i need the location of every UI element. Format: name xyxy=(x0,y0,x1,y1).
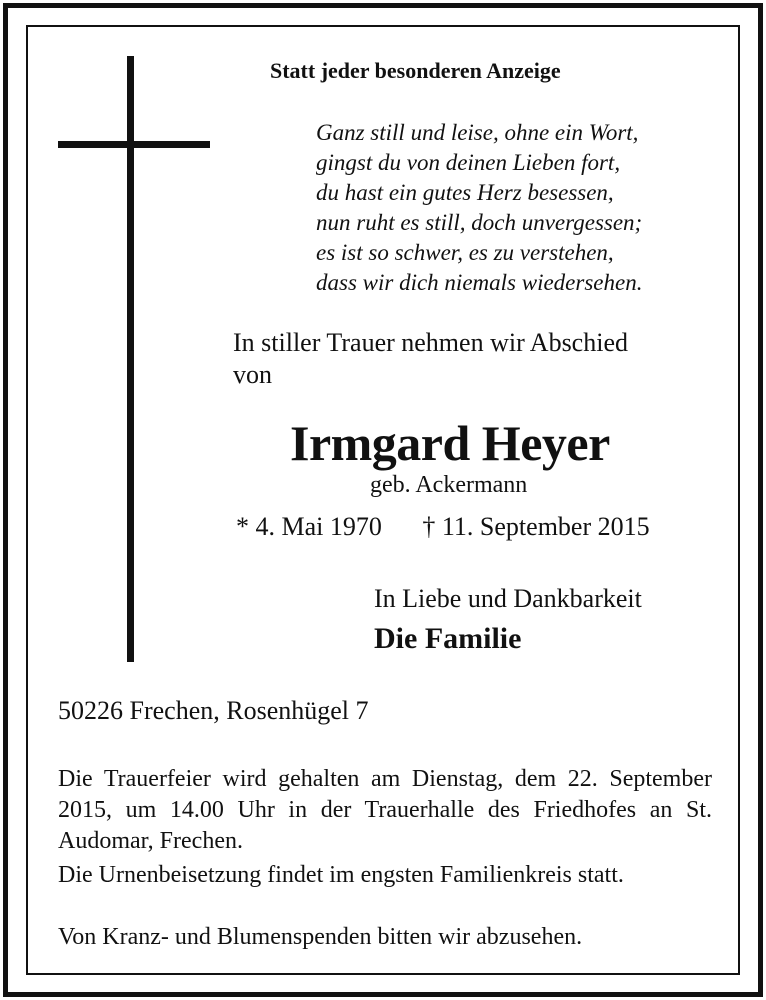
poem-line: Ganz still und leise, ohne ein Wort, xyxy=(316,120,639,145)
flowers-info: Von Kranz- und Blumenspenden bitten wir abzusehen. xyxy=(58,924,583,950)
death-date: † 11. September 2015 xyxy=(422,512,650,541)
farewell-line: von xyxy=(233,360,272,389)
poem-line: dass wir dich niemals wiedersehen. xyxy=(316,270,643,295)
life-dates xyxy=(236,512,650,542)
closing-line: In Liebe und Dankbarkeit xyxy=(374,584,642,613)
poem-line: gingst du von deinen Lieben fort, xyxy=(316,150,621,175)
signed-by: Die Familie xyxy=(374,622,522,655)
poem-line: nun ruht es still, doch unvergessen; xyxy=(316,210,643,235)
birth-date: * 4. Mai 1970 xyxy=(236,512,382,541)
cross-icon-horizontal xyxy=(58,141,210,148)
service-info: Die Trauerfeier wird gehalten am Dienstag, dem 22. September 2015, um 14.00 Uhr in der Trauerhalle des Friedhofes an St. Audomar, Frechen. xyxy=(58,766,712,854)
deceased-name: Irmgard Heyer xyxy=(290,415,610,471)
poem-line: du hast ein gutes Herz besessen, xyxy=(316,180,614,205)
memorial-poem xyxy=(316,118,642,298)
notice-heading: Statt jeder besonderen Anzeige xyxy=(270,58,561,83)
burial-info: Die Urnenbeisetzung findet im engsten Familienkreis statt. xyxy=(58,862,624,888)
farewell-text xyxy=(233,327,628,391)
birth-name: geb. Ackermann xyxy=(370,472,528,498)
poem-line: es ist so schwer, es zu verstehen, xyxy=(316,240,614,265)
farewell-line: In stiller Trauer nehmen wir Abschied xyxy=(233,328,628,357)
address: 50226 Frechen, Rosenhügel 7 xyxy=(58,696,369,725)
